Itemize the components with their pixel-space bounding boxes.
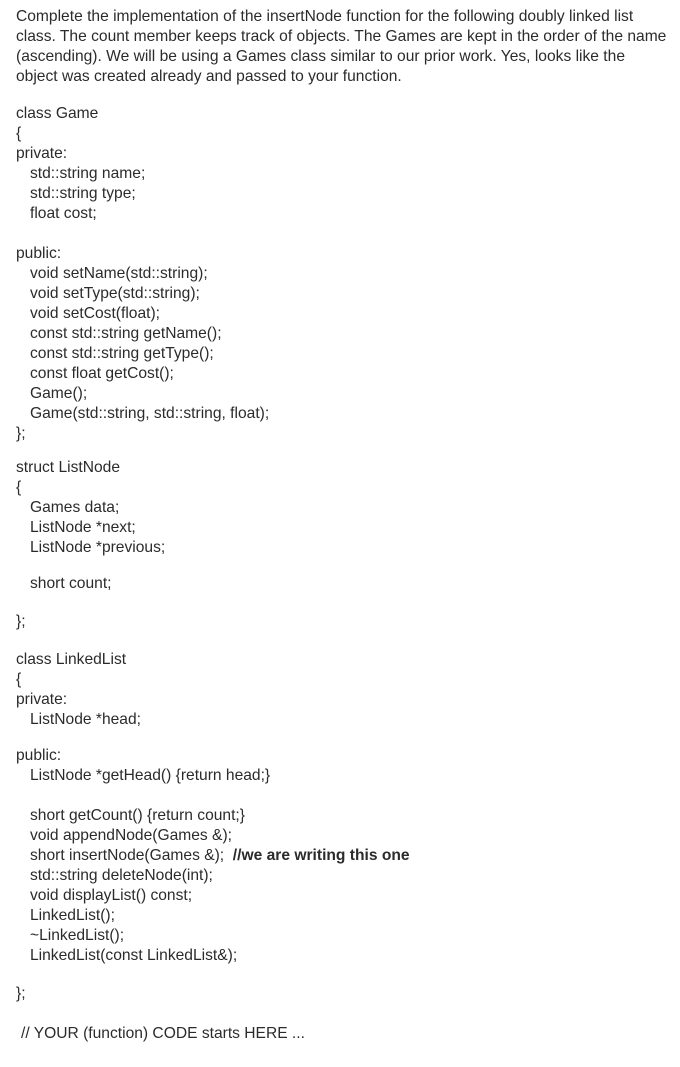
code-line: { xyxy=(16,479,22,496)
code-line: }; xyxy=(16,985,26,1002)
code-line xyxy=(16,846,666,866)
code-line: ListNode *getHead() {return head;} xyxy=(30,767,271,784)
linkedlist-class-code xyxy=(16,650,666,1004)
code-line: ListNode *previous; xyxy=(30,539,166,556)
code-line: class LinkedList xyxy=(16,651,127,668)
code-line: LinkedList(); xyxy=(30,907,115,924)
code-line: void setCost(float); xyxy=(30,305,160,322)
code-line: Games data; xyxy=(30,499,120,516)
problem-description: Complete the implementation of the insertNode function for the following doubly linked list class. The count member keeps track of objects. The Games are kept in the order of the name (ascending). We will be using a Games class similar to our prior work. Yes, looks like the object was created already and passed to your function. xyxy=(16,8,667,85)
code-line: { xyxy=(16,671,22,688)
code-line: private: xyxy=(16,691,68,708)
code-start-comment: // YOUR (function) CODE starts HERE ... xyxy=(21,1025,305,1042)
code-line: ~LinkedList(); xyxy=(30,927,125,944)
code-line: struct ListNode xyxy=(16,459,121,476)
code-line: }; xyxy=(16,613,26,630)
insert-node-comment: //we are writing this one xyxy=(232,847,410,864)
code-line: public: xyxy=(16,747,62,764)
code-line: Game(); xyxy=(30,385,88,402)
code-line: std::string type; xyxy=(30,185,136,202)
code-line: ListNode *next; xyxy=(30,519,136,536)
code-line: void setName(std::string); xyxy=(30,265,208,282)
code-line: short getCount() {return count;} xyxy=(30,807,245,824)
code-line: Game(std::string, std::string, float); xyxy=(30,405,270,422)
code-line: short count; xyxy=(30,575,112,592)
game-class-code xyxy=(16,104,666,444)
code-line: const float getCost(); xyxy=(30,365,174,382)
insert-node-declaration: short insertNode(Games &); xyxy=(30,847,225,864)
code-line: std::string deleteNode(int); xyxy=(30,867,213,884)
code-line: void displayList() const; xyxy=(30,887,193,904)
blank-line xyxy=(16,224,666,244)
code-line: public: xyxy=(16,245,62,262)
code-line: { xyxy=(16,125,22,142)
code-line: ListNode *head; xyxy=(30,711,141,728)
code-line: }; xyxy=(16,425,26,442)
code-line: LinkedList(const LinkedList&); xyxy=(30,947,238,964)
code-line: float cost; xyxy=(30,205,97,222)
code-line: std::string name; xyxy=(30,165,146,182)
code-line: const std::string getName(); xyxy=(30,325,222,342)
code-line: void setType(std::string); xyxy=(30,285,200,302)
code-line: class Game xyxy=(16,105,99,122)
code-line: const std::string getType(); xyxy=(30,345,214,362)
listnode-struct-code xyxy=(16,458,666,632)
code-line: private: xyxy=(16,145,68,162)
code-line: void appendNode(Games &); xyxy=(30,827,232,844)
